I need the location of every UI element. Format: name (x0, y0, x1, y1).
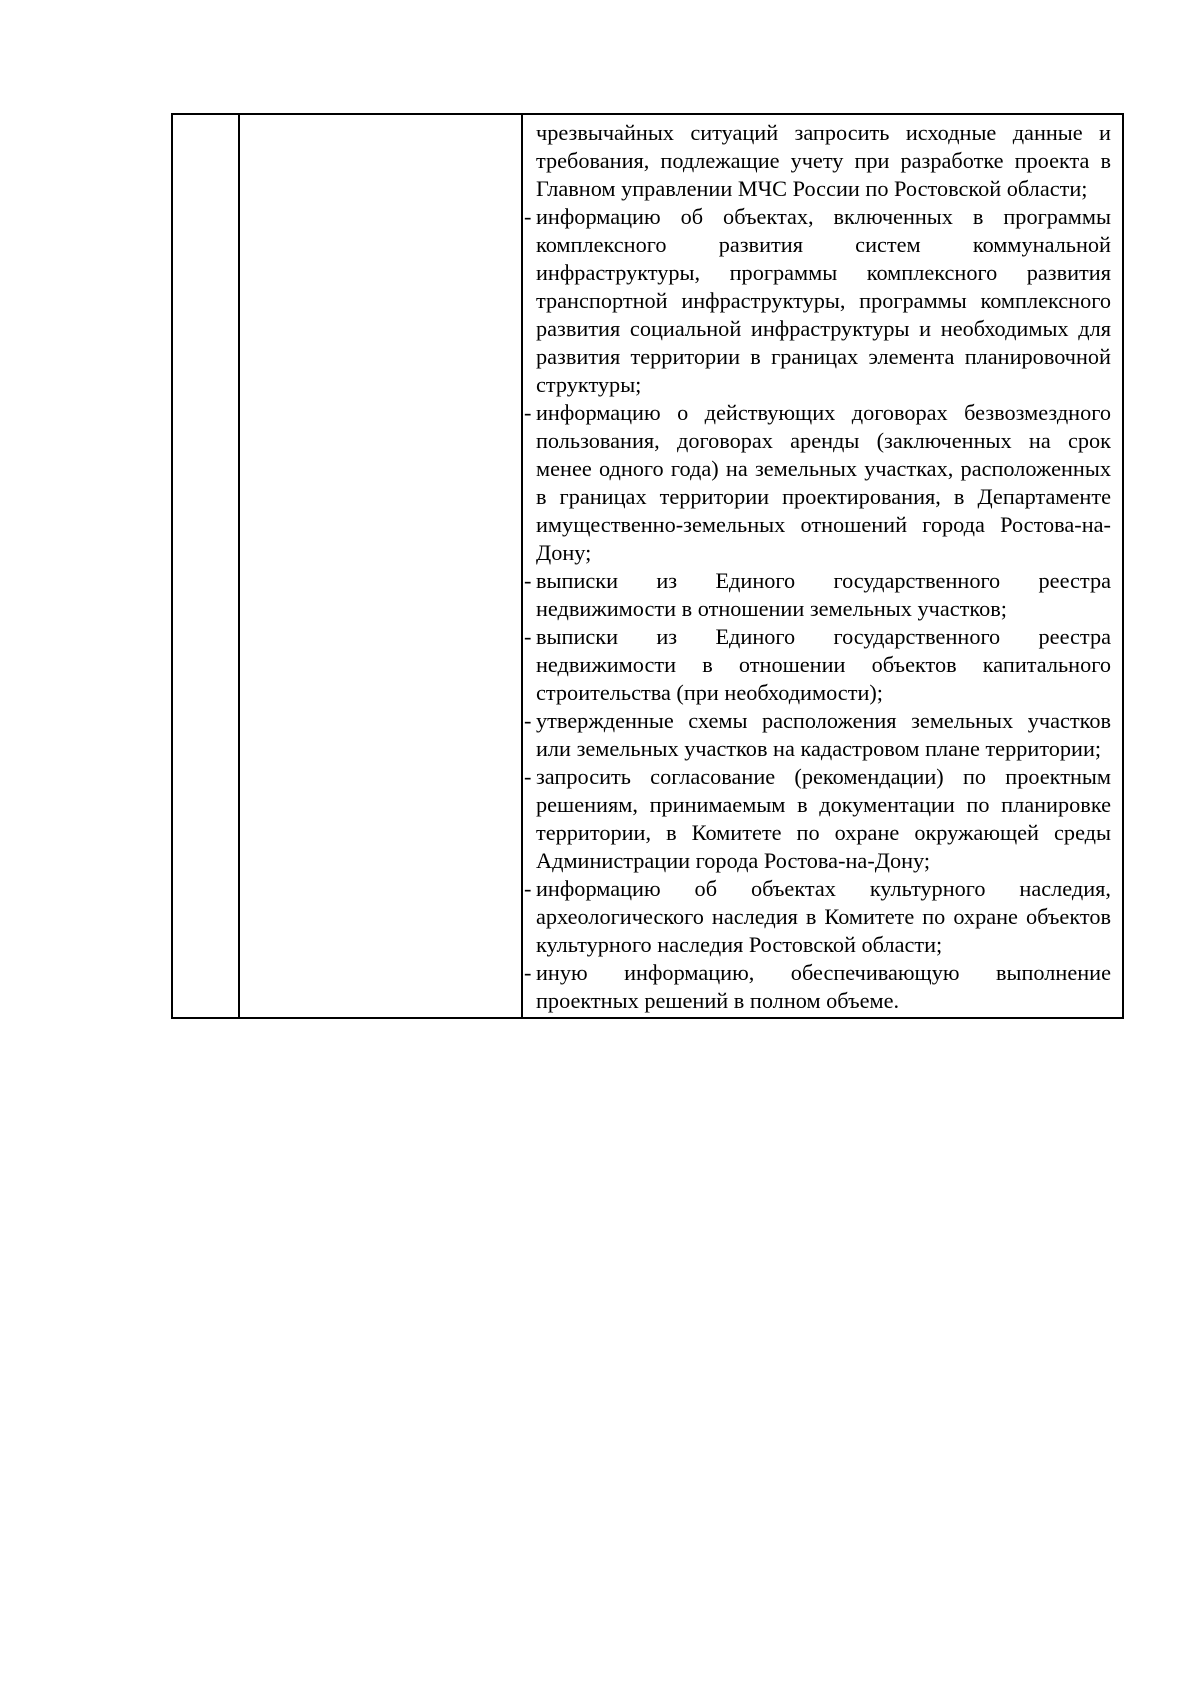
bullet-dash: - (524, 876, 532, 901)
item-text: запросить согласование (рекомендации) по проектным решениям, принимаемым в документации по планировке территории, в Комитете по охране окружающей среды Администрации города Ростова-на-Дону; (536, 764, 1111, 873)
bullet-dash: - (524, 204, 532, 229)
list-item (536, 119, 1111, 203)
requirements-table (171, 113, 1124, 1019)
list-item (524, 567, 1111, 623)
list-item (524, 707, 1111, 763)
item-text: информацию об объектах, включенных в программы комплексного развития систем коммунальной инфраструктуры, программы комплексного развития транспортной инфраструктуры, программы комплексного развития социальной инфраструктуры и необходимых для развития территории в границах элемента планировочной структуры; (536, 204, 1111, 397)
item-text: выписки из Единого государственного реестра недвижимости в отношении земельных участков; (536, 568, 1111, 621)
item-text: иную информацию, обеспечивающую выполнение проектных решений в полном объеме. (536, 960, 1111, 1013)
bullet-dash: - (524, 568, 532, 593)
item-text: информацию о действующих договорах безвозмездного пользования, договорах аренды (заключенных на срок менее одного года) на земельных участках, расположенных в границах территории проектирования, в Департаменте имущественно-земельных отношений города Ростова-на-Дону; (536, 400, 1111, 565)
item-text: чрезвычайных ситуаций запросить исходные данные и требования, подлежащие учету при разработке проекта в Главном управлении МЧС России по Ростовской области; (536, 120, 1111, 201)
item-text: выписки из Единого государственного реестра недвижимости в отношении объектов капитального строительства (при необходимости); (536, 624, 1111, 705)
bullet-dash: - (524, 400, 532, 425)
name-cell (239, 114, 522, 1018)
bullet-dash: - (524, 764, 532, 789)
list-item (524, 875, 1111, 959)
item-text: утвержденные схемы расположения земельных участков или земельных участков на кадастровом плане территории; (536, 708, 1111, 761)
item-text: информацию об объектах культурного наследия, археологического наследия в Комитете по охране объектов культурного наследия Ростовской области; (536, 876, 1111, 957)
list-item (524, 763, 1111, 875)
list-item (524, 959, 1111, 1015)
number-cell (172, 114, 239, 1018)
list-item (524, 203, 1111, 399)
bullet-dash: - (524, 708, 532, 733)
list-item (524, 623, 1111, 707)
content-cell (522, 114, 1123, 1018)
bullet-dash: - (524, 624, 532, 649)
list-item (524, 399, 1111, 567)
table-row (172, 114, 1123, 1018)
bullet-dash: - (524, 960, 532, 985)
